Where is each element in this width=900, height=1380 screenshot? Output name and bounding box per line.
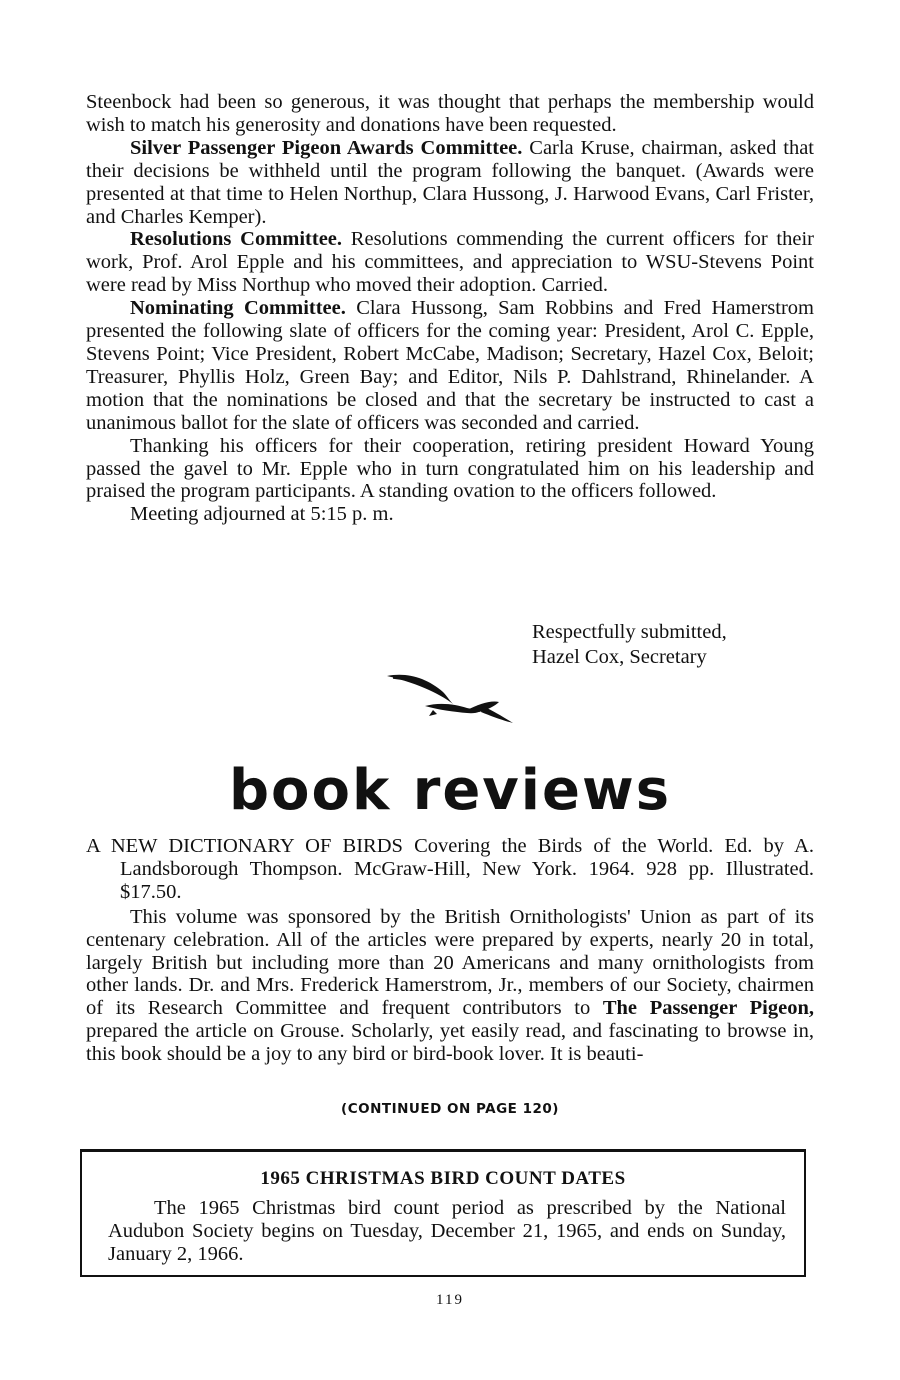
review-text-continued: prepared the article on Grouse. Scholarly, yet easily read, and fascinating to browse in, this book should be a joy to any bird or bird-book lover. It is beauti- bbox=[86, 1020, 814, 1066]
review-text: This volume was sponsored by the British Ornithologists' Union as part of its centenary celebration. All of the articles were prepared by experts, nearly 20 in total, largely British but including more than 20 Americans and many ornithologists from other lands. Dr. and Mrs. Frederick Hamerstrom, Jr., members of our Society, chairmen of its Research Committee and frequent contributors to bbox=[86, 905, 814, 1020]
page-number: 119 bbox=[436, 1292, 464, 1308]
book-reviews-heading: book reviews bbox=[228, 758, 672, 823]
signoff-signature: Hazel Cox, Secretary bbox=[532, 646, 707, 668]
awards-committee-paragraph bbox=[86, 137, 814, 229]
adjourned-paragraph: Meeting adjourned at 5:15 p. m. bbox=[130, 503, 394, 526]
nominating-committee-text: Clara Hussong, Sam Robbins and Fred Hamerstrom presented the following slate of officers for the coming year: President, Arol C. Epple, Stevens Point; Vice President, Robert McCabe, Madison; Secretary, Hazel Cox, Beloit; Treasurer, Phyllis Holz, Green Bay; and Editor, Nils P. Dahlstrand, Rhinelander. A motion that the nominations be closed and that the secretary be instructed to cast a unanimous ballot for the slate of officers was seconded and carried. bbox=[86, 297, 814, 434]
nominating-committee-heading: Nominating Committee. bbox=[130, 297, 346, 320]
resolutions-committee-text: Resolutions commending the current officers for their work, Prof. Arol Epple and his committees, and appreciation to WSU-Stevens Point were read by Miss Northup who moved their adoption. Carried. bbox=[86, 228, 815, 297]
nominating-committee-paragraph bbox=[86, 297, 814, 434]
notice-body bbox=[108, 1197, 786, 1266]
signoff-line: Respectfully submitted, bbox=[532, 621, 727, 643]
book-review bbox=[86, 835, 814, 1066]
signoff bbox=[532, 620, 727, 670]
awards-committee-heading: Silver Passenger Pigeon Awards Committee. bbox=[130, 136, 523, 159]
gavel-paragraph: Thanking his officers for their cooperation, retiring president Howard Young passed the gavel to Mr. Epple who in turn congratulated him on his leadership and praised the program participants. A standing ovation to the officers followed. bbox=[86, 434, 814, 503]
minutes-paragraph: Steenbock had been so generous, it was thought that perhaps the membership would wish to match his generosity and donations have been requested. bbox=[86, 91, 814, 136]
notice-text: The 1965 Christmas bird count period as prescribed by the National Audubon Society begins on Tuesday, December 21, 1965, and ends on Sunday, January 2, 1966. bbox=[108, 1197, 786, 1265]
notice-title: 1965 CHRISTMAS BIRD COUNT DATES bbox=[260, 1168, 626, 1189]
journal-title: The Passenger Pigeon, bbox=[602, 997, 814, 1020]
flying-bird-illustration bbox=[383, 666, 515, 726]
meeting-minutes bbox=[86, 91, 814, 526]
review-paragraph bbox=[86, 906, 814, 1066]
book-citation: A NEW DICTIONARY OF BIRDS Covering the Birds of the World. Ed. by A. Landsborough Thompson. McGraw-Hill, New York. 1964. 928 pp. Illustrated. $17.50. bbox=[86, 835, 814, 903]
awards-committee-text: Carla Kruse, chairman, asked that their decisions be withheld until the program following the banquet. (Awards were presented at that time to Helen Northup, Clara Hussong, J. Harwood Evans, Carl Frister, and Charles Kemper). bbox=[86, 136, 814, 228]
resolutions-committee-heading: Resolutions Committee. bbox=[130, 228, 343, 251]
continued-note: (CONTINUED ON PAGE 120) bbox=[341, 1101, 559, 1117]
resolutions-committee-paragraph bbox=[86, 228, 814, 297]
christmas-count-notice bbox=[80, 1149, 806, 1277]
